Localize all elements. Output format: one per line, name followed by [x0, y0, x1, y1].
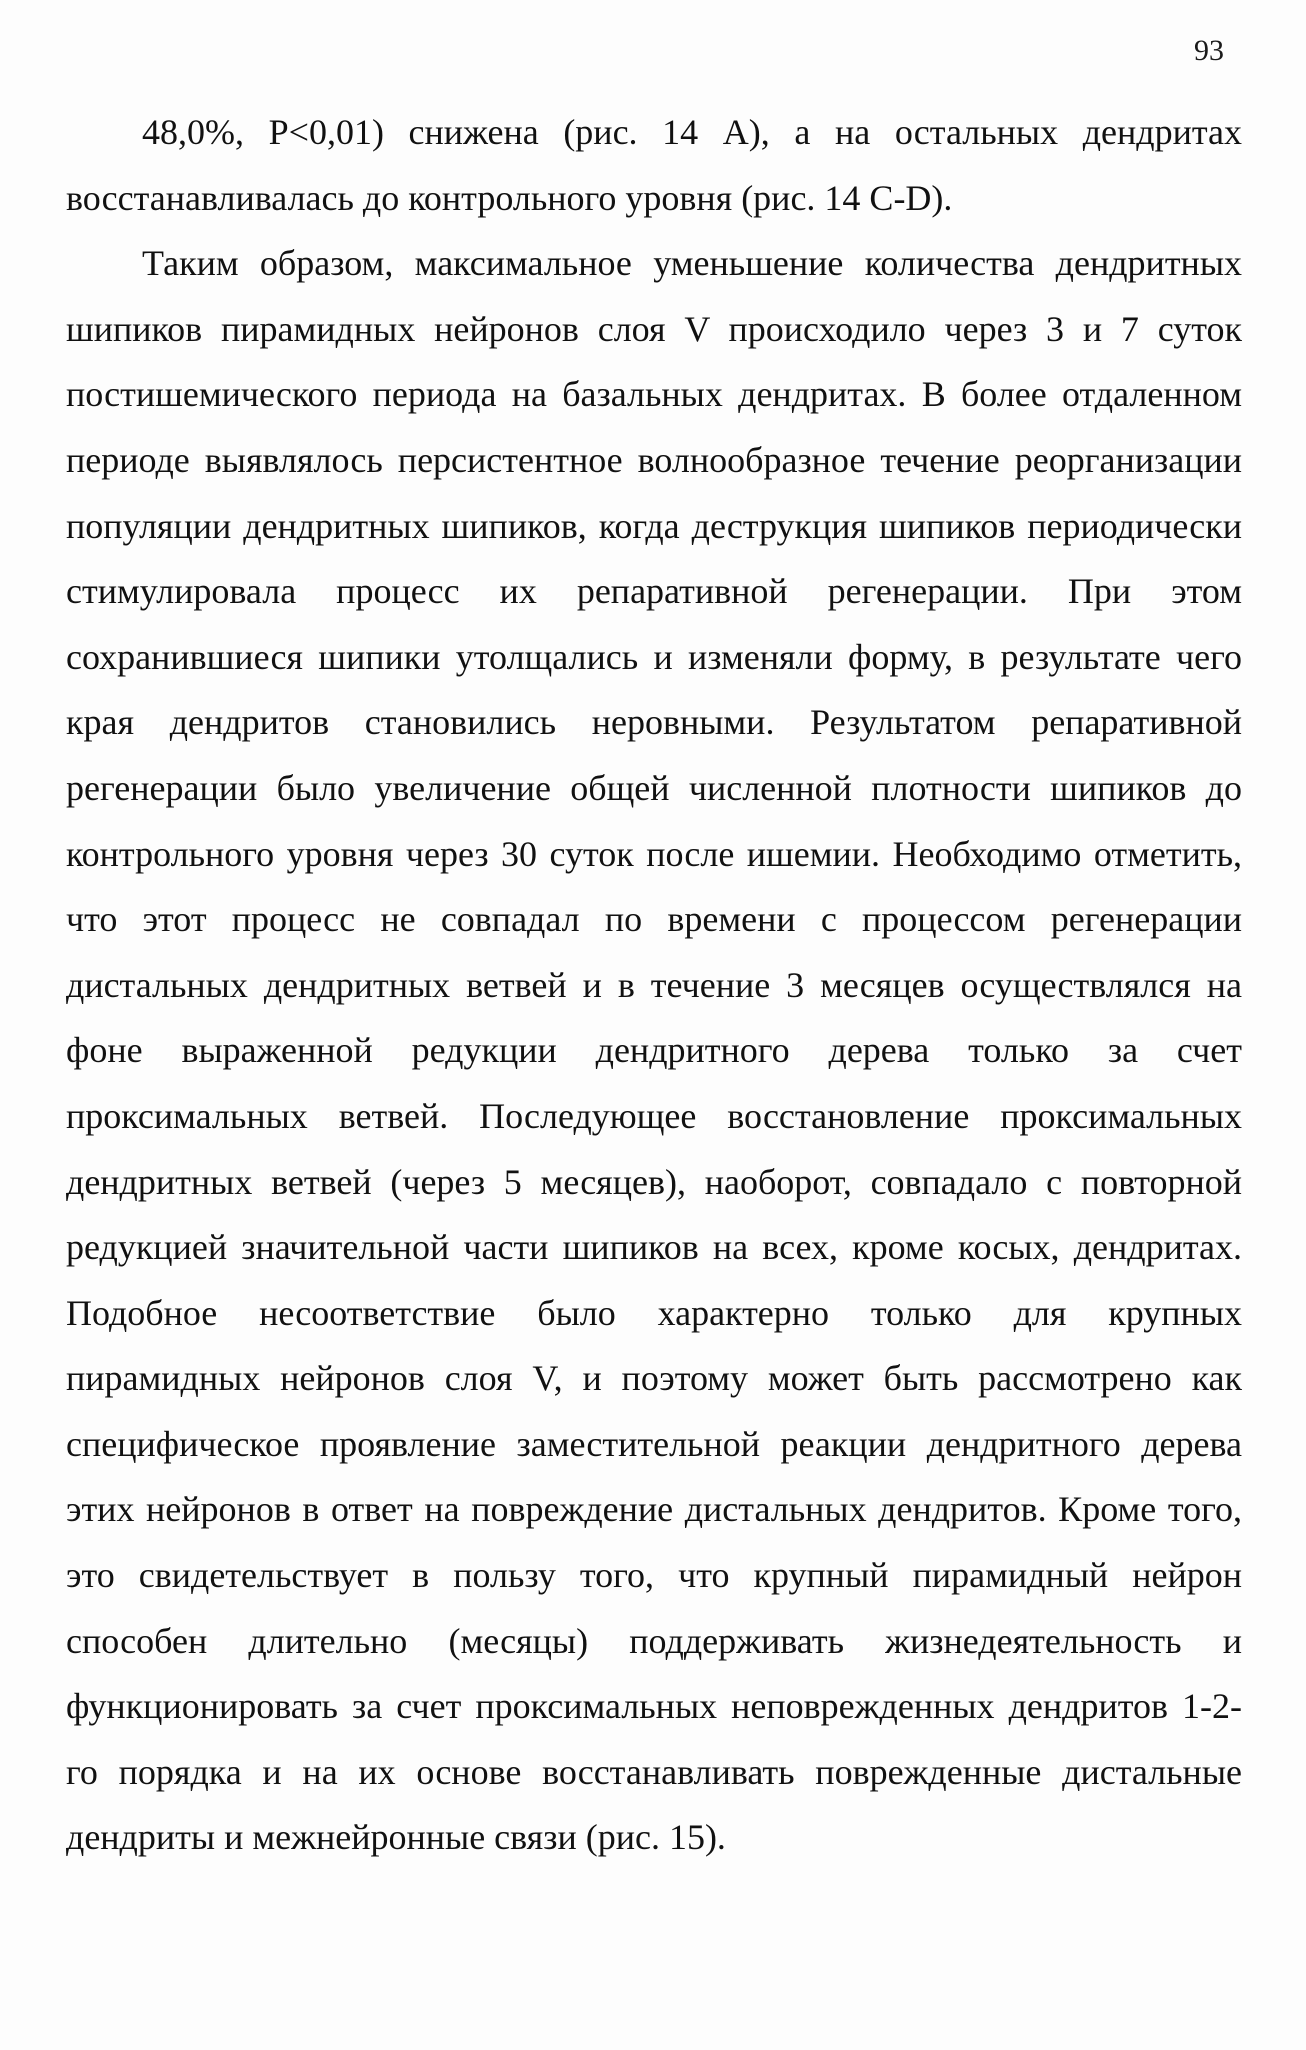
page-number: 93 [1194, 34, 1224, 67]
body-text [66, 100, 1242, 1871]
paragraph-conclusion: Таким образом, максимальное уменьшение количества дендритных шипиков пирамидных нейронов слоя V происходило через 3 и 7 суток постишемического периода на базальных дендритах. В более отдаленном периоде выявлялось персистентное волнообразное течение реорганизации популяции дендритных шипиков, когда деструкция шипиков периодически стимулировала процесс их репаративной регенерации. При этом сохранившиеся шипики утолщались и изменяли форму, в результате чего края дендритов становились неровными. Результатом репаративной регенерации было увеличение общей численной плотности шипиков до контрольного уровня через 30 суток после ишемии. Необходимо отметить, что этот процесс не совпадал по времени с процессом регенерации дистальных дендритных ветвей и в течение 3 месяцев осуществлялся на фоне выраженной редукции дендритного дерева только за счет проксимальных ветвей. Последующее восстановление проксимальных дендритных ветвей (через 5 месяцев), наоборот, совпадало с повторной редукцией значительной части шипиков на всех, кроме косых, дендритах. Подобное несоответствие было характерно только для крупных пирамидных нейронов слоя V, и поэтому может быть рассмотрено как специфическое проявление заместительной реакции дендритного дерева этих нейронов в ответ на повреждение дистальных дендритов. Кроме того, это свидетельствует в пользу того, что крупный пирамидный нейрон способен длительно (месяцы) поддерживать жизнедеятельность и функционировать за счет проксимальных неповрежденных дендритов 1-2-го порядка и на их основе восстанавливать поврежденные дистальные дендриты и межнейронные связи (рис. 15). [66, 243, 1242, 1858]
paragraph-continuation: 48,0%, P<0,01) снижена (рис. 14 А), а на остальных дендритах восстанавливалась до контрольного уровня (рис. 14 С-D). [66, 112, 1242, 218]
